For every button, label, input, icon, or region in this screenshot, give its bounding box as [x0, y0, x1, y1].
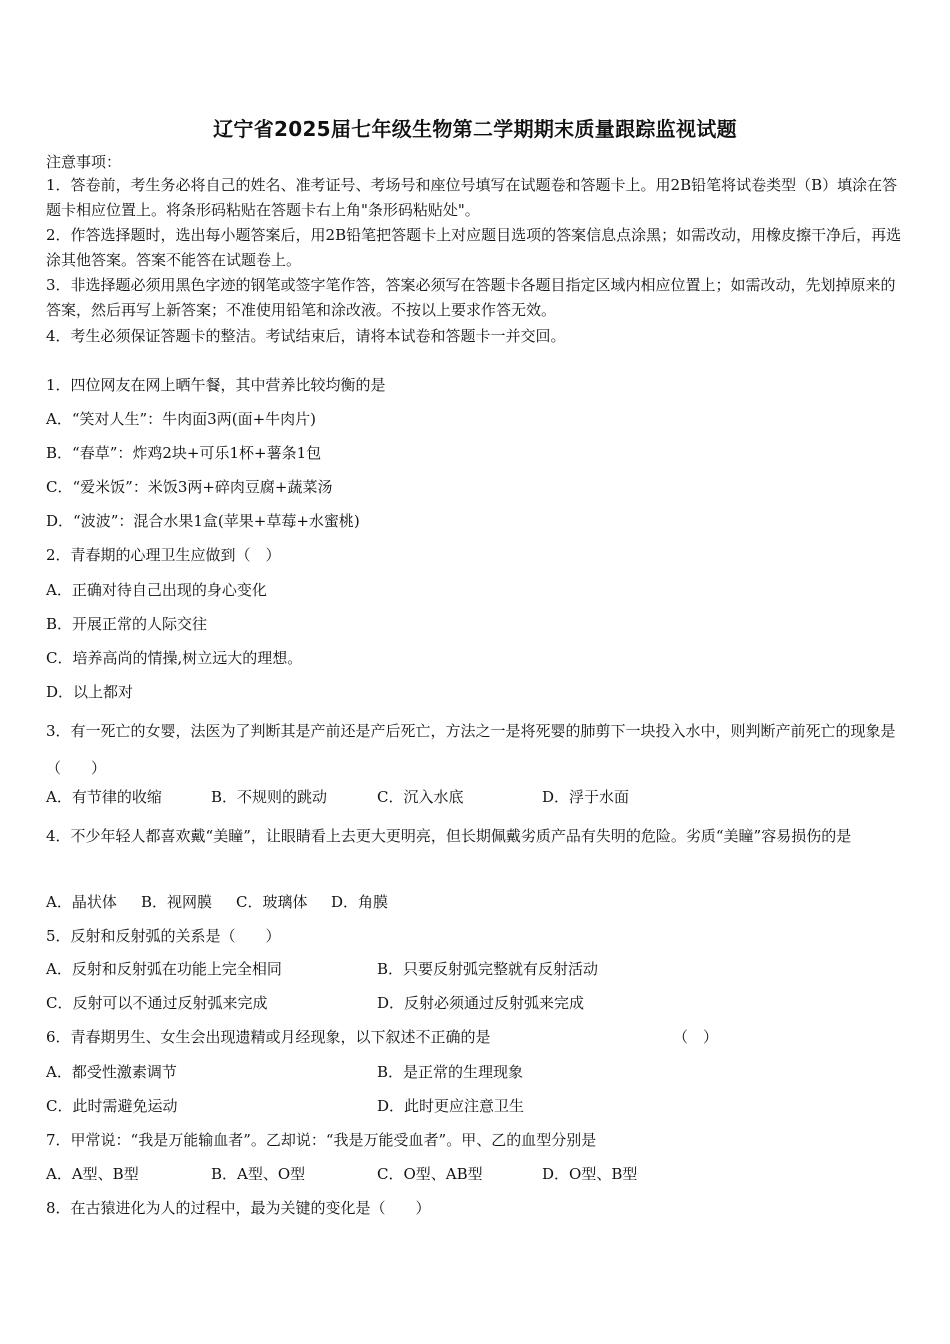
notice-item: 1．答卷前，考生务必将自己的姓名、准考证号、考场号和座位号填写在试题卷和答题卡上。用2B铅笔将试卷类型（B）填涂在答题卡相应位置上。将条形码粘贴在答题卡右上角"条形码粘贴处"。 — [46, 176, 898, 219]
question-stem: 2．青春期的心理卫生应做到（ ） — [46, 546, 281, 564]
option-a: A．有节律的收缩 — [46, 788, 162, 806]
option-a: A．A型、B型 — [46, 1165, 139, 1183]
option-b: B．A型、O型 — [211, 1165, 306, 1183]
notice-item: 4．考生必须保证答题卡的整洁。考试结束后，请将本试卷和答题卡一并交回。 — [46, 327, 566, 345]
option-b: B．只要反射弧完整就有反射活动 — [377, 960, 599, 978]
option-d: D．浮于水面 — [542, 788, 630, 806]
option-c: C．此时需避免运动 — [46, 1097, 178, 1115]
notice-item: 2．作答选择题时，选出每小题答案后，用2B铅笔把答题卡上对应题目选项的答案信息点涂黑；如需改动，用橡皮擦干净后，再选涂其他答案。答案不能答在试题卷上。 — [46, 226, 902, 269]
option-d: D．此时更应注意卫生 — [377, 1097, 525, 1115]
option-d: D．以上都对 — [46, 683, 134, 701]
option-c: C．反射可以不通过反射弧来完成 — [46, 994, 268, 1012]
question-stem: 7．甲常说：“我是万能输血者”。乙却说：“我是万能受血者”。甲、乙的血型分别是 — [46, 1131, 597, 1149]
option-a: A．反射和反射弧在功能上完全相同 — [46, 960, 282, 978]
option-c: C．沉入水底 — [377, 788, 464, 806]
option-d: D．反射必须通过反射弧来完成 — [377, 994, 585, 1012]
question-stem: 5．反射和反射弧的关系是（ ） — [46, 927, 281, 945]
option-a: A．正确对待自己出现的身心变化 — [46, 581, 267, 599]
option-c: C．玻璃体 — [236, 893, 308, 911]
option-c: C．“爱米饭”：米饭3两+碎肉豆腐+蔬菜汤 — [46, 478, 333, 496]
question-stem: 1．四位网友在网上晒午餐，其中营养比较均衡的是 — [46, 376, 386, 394]
question-stem: 6．青春期男生、女生会出现遗精或月经现象，以下叙述不正确的是 — [46, 1028, 491, 1046]
question-stem: 4．不少年轻人都喜欢戴“美瞳”，让眼睛看上去更大更明亮，但长期佩戴劣质产品有失明的危险。劣质“美瞳”容易损伤的是 — [46, 827, 852, 845]
question-stem: 8．在古猿进化为人的过程中，最为关键的变化是（ ） — [46, 1199, 431, 1217]
option-b: B．开展正常的人际交往 — [46, 615, 208, 633]
notice-heading: 注意事项： — [46, 153, 122, 171]
option-c: C．培养高尚的情操,树立远大的理想。 — [46, 649, 303, 667]
question-stem: 3．有一死亡的女婴，法医为了判断其是产前还是产后死亡，方法之一是将死婴的肺剪下一块投入水中，则判断产前死亡的现象是（ ） — [46, 722, 896, 777]
page-title: 辽宁省2025届七年级生物第二学期期末质量跟踪监视试题 — [213, 117, 737, 141]
answer-bracket: （ ） — [673, 1028, 719, 1046]
option-c: C．O型、AB型 — [377, 1165, 483, 1183]
option-d: D．角膜 — [331, 893, 389, 911]
option-b: B．视网膜 — [141, 893, 213, 911]
option-a: A．都受性激素调节 — [46, 1063, 177, 1081]
option-a: A．“笑对人生”：牛肉面3两(面+牛肉片) — [46, 410, 316, 428]
option-d: D．“波波”：混合水果1盒(苹果+草莓+水蜜桃) — [46, 512, 360, 530]
notice-item: 3．非选择题必须用黑色字迹的钢笔或签字笔作答，答案必须写在答题卡各题目指定区域内相应位置上；如需改动，先划掉原来的答案，然后再写上新答案；不准使用铅笔和涂改液。不按以上要求作答无效。 — [46, 276, 896, 319]
option-d: D．O型、B型 — [542, 1165, 638, 1183]
option-b: B．不规则的跳动 — [211, 788, 328, 806]
option-b: B．是正常的生理现象 — [377, 1063, 524, 1081]
option-b: B．“春草”：炸鸡2块+可乐1杯+薯条1包 — [46, 444, 322, 462]
option-a: A．晶状体 — [46, 893, 117, 911]
